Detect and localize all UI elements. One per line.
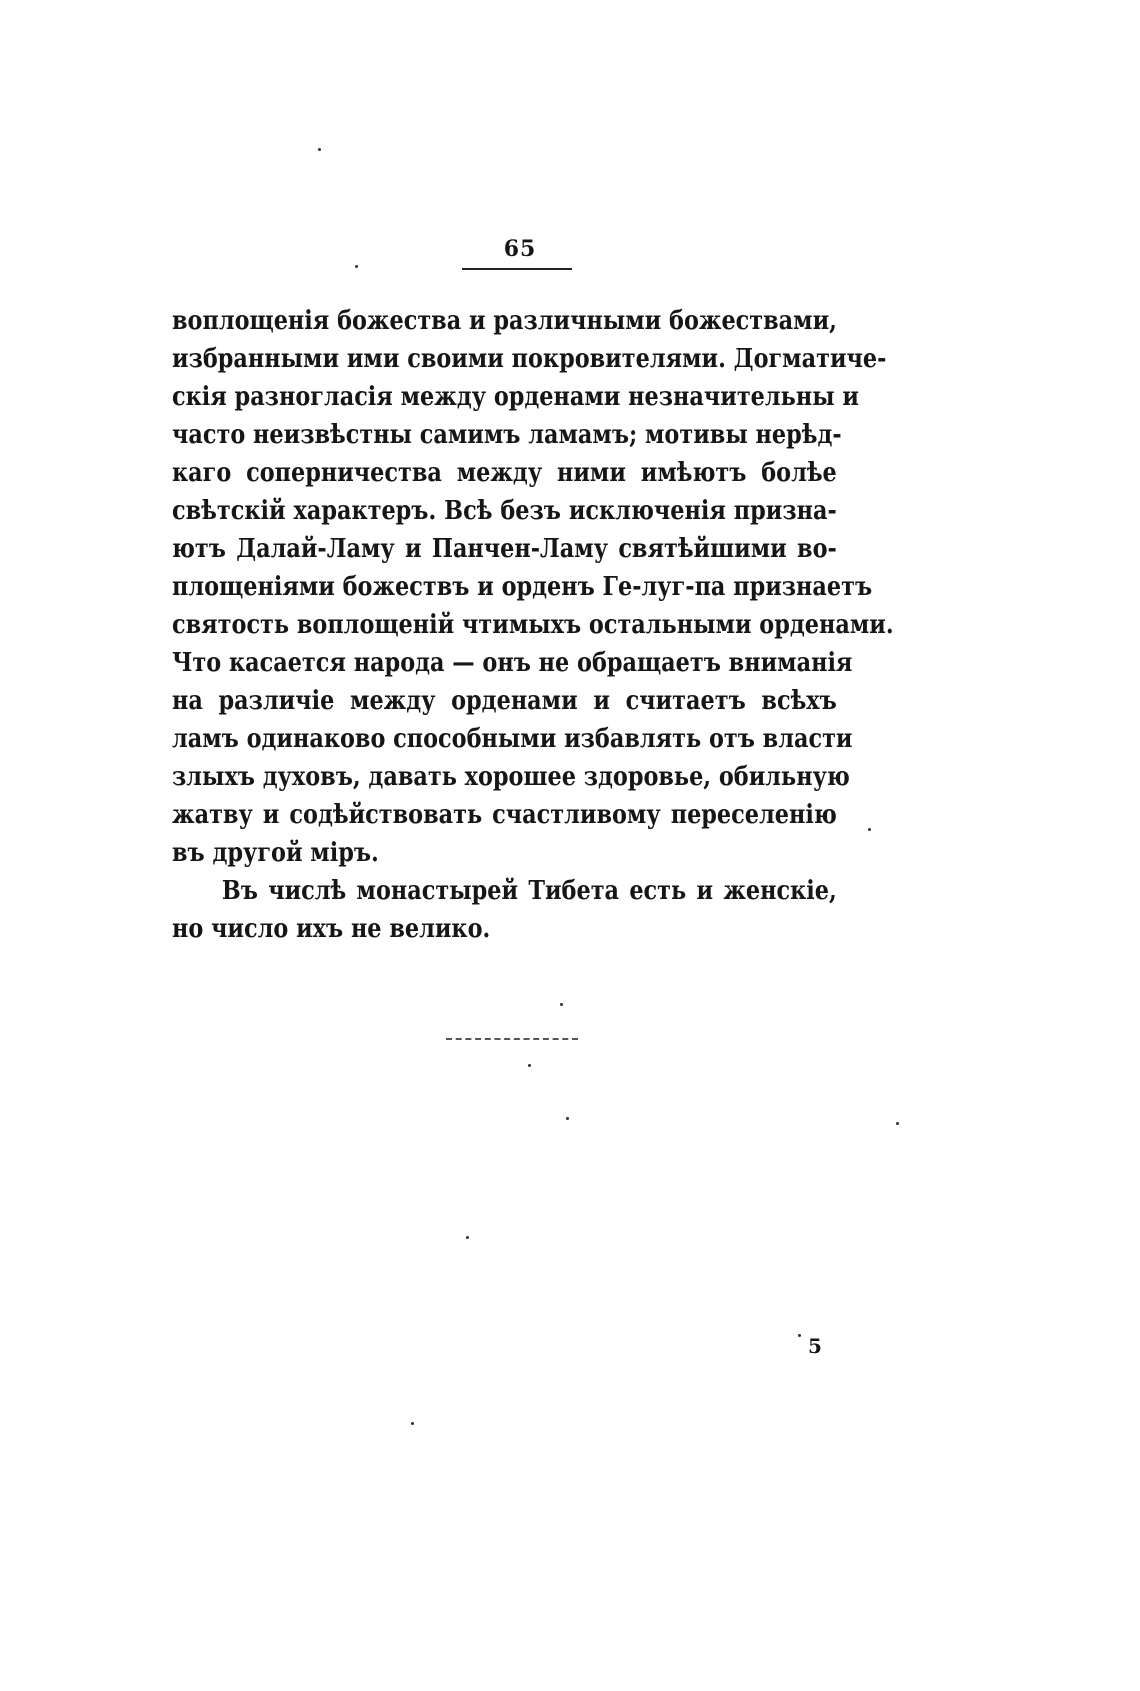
page-number: 65 [503,236,537,262]
text-line: злыхъ духовъ, давать хорошее здоровье, обильную [172,762,850,792]
text-line: въ другой міръ. [172,838,379,868]
text-line: но число ихъ не велико. [172,914,491,944]
text-line: избранными ими своими покровителями. Догматиче- [172,344,887,374]
text-line: воплощенія божества и различными божествами, [172,306,837,336]
text-line: Что касается народа — онъ не обращаетъ вниманія [172,648,853,678]
scan-speck [528,1064,531,1067]
scan-speck [318,148,321,151]
text-line: святость воплощеній чтимыхъ остальными орденами. [172,610,894,640]
text-line: часто неизвѣстны самимъ ламамъ; мотивы нерѣд- [172,420,842,450]
text-line: ютъ Далай-Ламу и Панчен-Ламу святѣйшими во- [172,534,837,564]
text-line: Въ числѣ монастырей Тибета есть и женскіе, [221,876,837,906]
text-line: на различіе между орденами и считаетъ всѣхъ [172,686,837,716]
text-line: ламъ одинаково способными избавлять отъ власти [172,724,853,754]
text-line: жатву и содѣйствовать счастливому переселенію [172,800,837,830]
scan-speck [355,265,358,268]
scan-speck [868,828,871,831]
scan-speck [798,1334,801,1337]
section-separator [446,1038,578,1040]
page-number-rule [462,268,572,270]
text-line: свѣтскій характеръ. Всѣ безъ исключенія призна- [172,496,837,526]
scan-speck [896,1122,899,1125]
text-line: площеніями божествъ и орденъ Ге-луг-па признаетъ [172,572,873,602]
signature-mark: 5 [808,1334,822,1358]
scan-speck [466,1236,469,1239]
text-line: скія разногласія между орденами незначительны и [172,382,859,412]
text-line: каго соперничества между ними имѣютъ болѣе [172,458,837,488]
scan-speck [560,1003,563,1006]
scan-speck [566,1117,569,1120]
scan-speck [411,1422,414,1425]
body-text [172,302,894,948]
